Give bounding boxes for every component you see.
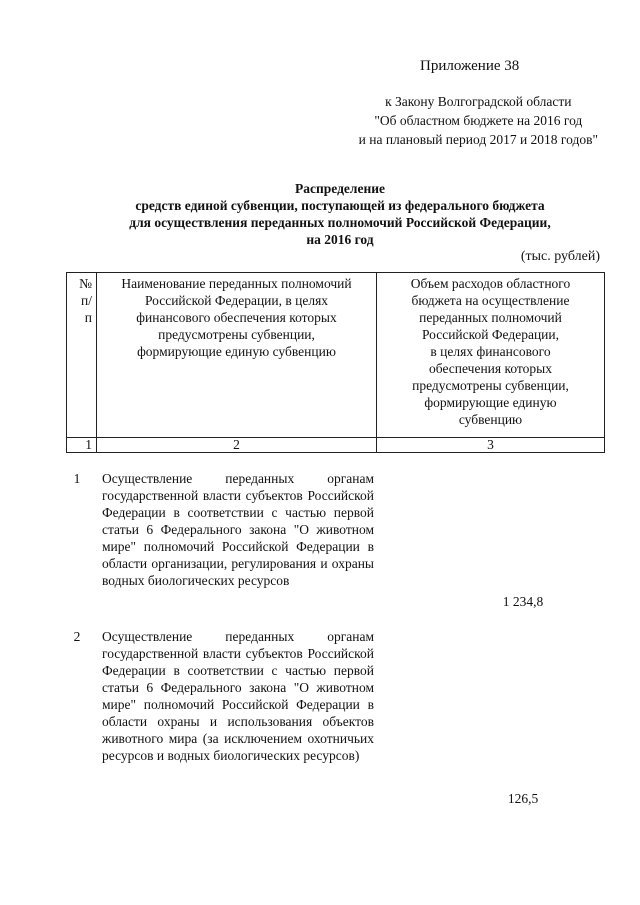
units-label: (тыс. рублей): [520, 249, 600, 264]
index-cell-2: 2: [97, 438, 377, 453]
header-amount: Объем расходов областного бюджета на осуществление переданных полномочий Российской Федерации, в целях финансового обеспечения которых предусмотрены субвенции, формирующие единую субвенцию: [377, 273, 605, 438]
table-row: [66, 470, 604, 620]
appendix-title: Приложение 38: [420, 58, 520, 74]
appendix-ref-line: к Закону Волгоградской области: [385, 94, 572, 109]
appendix-ref-line: "Об областном бюджете на 2016 год: [374, 113, 583, 128]
distribution-table: [66, 272, 605, 453]
heading-line: для осуществления переданных полномочий Российской Федерации,: [129, 215, 551, 230]
row-amount: 1 234,8: [502, 594, 544, 609]
heading-line: на 2016 год: [306, 232, 374, 247]
heading-line: Распределение: [294, 181, 386, 196]
row-number: 2: [73, 629, 81, 644]
row-description: Осуществление переданных органам государственной власти субъектов Российской Федерации в соответствии с частью первой статьи 6 Федерального закона "О животном мире" полномочий Российской Федерации в области охраны и использования объектов животного мира (за исключением охотничьих ресурсов и водных биологических ресурсов): [102, 629, 374, 763]
header-name: Наименование переданных полномочий Российской Федерации, в целях финансового обеспечения которых предусмотрены субвенции, формирующие единую субвенцию: [97, 273, 377, 438]
document-heading: [70, 180, 610, 248]
appendix-reference: [359, 92, 598, 149]
index-cell-3: 3: [377, 438, 605, 453]
table-row: [66, 628, 604, 818]
heading-line: средств единой субвенции, поступающей из федерального бюджета: [135, 198, 545, 213]
table-header-row: [67, 273, 605, 438]
row-number: 1: [73, 471, 81, 486]
appendix-ref-line: и на плановый период 2017 и 2018 годов": [358, 132, 598, 147]
table-index-row: [67, 438, 605, 453]
row-amount: 126,5: [507, 791, 539, 806]
row-description: Осуществление переданных органам государственной власти субъектов Российской Федерации в соответствии с частью первой статьи 6 Федерального закона "О животном мире" полномочий Российской Федерации в области организации, регулирования и охраны водных биологических ресурсов: [102, 471, 374, 588]
header-number: № п/ п: [67, 273, 97, 438]
index-cell-1: 1: [67, 438, 97, 453]
